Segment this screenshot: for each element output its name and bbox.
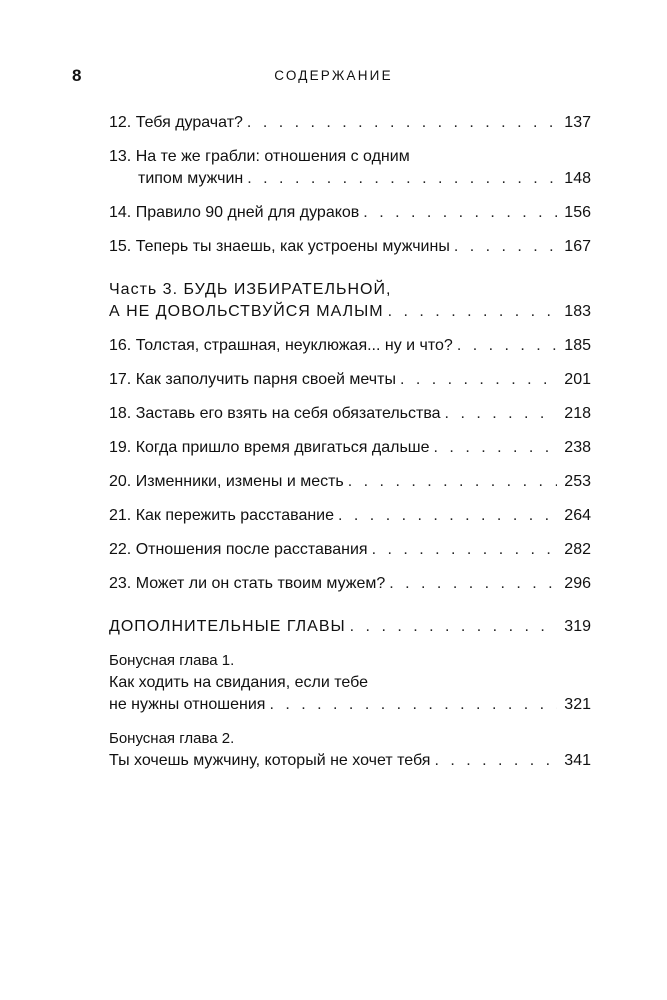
dot-leader — [348, 471, 557, 493]
toc-part-3 — [109, 279, 591, 323]
toc-entry-18 — [109, 403, 591, 425]
toc-entry-title: 19. Когда пришло время двигаться дальше — [109, 439, 430, 456]
table-of-contents — [109, 112, 591, 784]
toc-entry-title: 22. Отношения после расставания — [109, 541, 368, 558]
toc-entry-23 — [109, 573, 591, 595]
toc-entry-17 — [109, 369, 591, 391]
toc-entry-page: 183 — [564, 303, 591, 320]
part-title-line: Часть 3. БУДЬ ИЗБИРАТЕЛЬНОЙ, — [109, 281, 392, 298]
toc-entry-title: 14. Правило 90 дней для дураков — [109, 204, 360, 221]
dot-leader — [457, 335, 557, 357]
running-head: СОДЕРЖАНИЕ — [274, 68, 393, 83]
page-number: 8 — [72, 66, 82, 85]
dot-leader — [388, 301, 557, 323]
dot-leader — [350, 616, 557, 638]
toc-entry-page: 341 — [564, 752, 591, 769]
toc-bonus-1 — [109, 650, 591, 716]
dot-leader — [389, 573, 557, 595]
dot-leader — [247, 112, 557, 134]
toc-entry-title: 17. Как заполучить парня своей мечты — [109, 371, 396, 388]
toc-entry-page: 148 — [564, 170, 591, 187]
toc-entry-title: не нужны отношения — [109, 696, 266, 713]
toc-bonus-2 — [109, 728, 591, 772]
section-title: ДОПОЛНИТЕЛЬНЫЕ ГЛАВЫ — [109, 618, 346, 635]
toc-entry-page: 137 — [564, 114, 591, 131]
toc-entry-page: 319 — [564, 618, 591, 635]
toc-entry-12 — [109, 112, 591, 134]
toc-entry-title: 18. Заставь его взять на себя обязательства — [109, 405, 441, 422]
toc-extra-chapters — [109, 616, 591, 638]
bonus-label: Бонусная глава 1. — [109, 652, 235, 669]
toc-entry-page: 282 — [564, 541, 591, 558]
dot-leader — [372, 539, 557, 561]
bonus-label: Бонусная глава 2. — [109, 730, 235, 747]
dot-leader — [400, 369, 557, 391]
toc-entry-19 — [109, 437, 591, 459]
toc-entry-page: 296 — [564, 575, 591, 592]
toc-entry-title: 15. Теперь ты знаешь, как устроены мужчины — [109, 238, 450, 255]
toc-entry-title-line: 13. На те же грабли: отношения с одним — [109, 148, 410, 165]
dot-leader — [434, 750, 557, 772]
dot-leader — [454, 236, 557, 258]
toc-entry-21 — [109, 505, 591, 527]
toc-entry-20 — [109, 471, 591, 493]
toc-entry-title: Ты хочешь мужчину, который не хочет тебя — [109, 752, 431, 769]
toc-entry-14 — [109, 202, 591, 224]
toc-entry-page: 185 — [564, 337, 591, 354]
toc-entry-22 — [109, 539, 591, 561]
toc-entry-page: 321 — [564, 696, 591, 713]
toc-entry-page: 264 — [564, 507, 591, 524]
toc-entry-title: 21. Как пережить расставание — [109, 507, 335, 524]
toc-entry-title-line: Как ходить на свидания, если тебе — [109, 674, 368, 691]
toc-entry-title: типом мужчин — [138, 170, 244, 187]
dot-leader — [247, 168, 557, 190]
dot-leader — [269, 694, 557, 716]
toc-entry-title: 20. Изменники, измены и месть — [109, 473, 344, 490]
dot-leader — [338, 505, 557, 527]
toc-entry-title: 12. Тебя дурачат? — [109, 114, 243, 131]
toc-entry-page: 156 — [564, 204, 591, 221]
dot-leader — [434, 437, 557, 459]
toc-entry-title: 16. Толстая, страшная, неуклюжая... ну и что? — [109, 337, 453, 354]
toc-entry-page: 253 — [564, 473, 591, 490]
toc-entry-title: 23. Может ли он стать твоим мужем? — [109, 575, 386, 592]
part-title: А НЕ ДОВОЛЬСТВУЙСЯ МАЛЫМ — [109, 303, 384, 320]
toc-entry-page: 167 — [564, 238, 591, 255]
toc-entry-page: 201 — [564, 371, 591, 388]
toc-entry-13 — [109, 146, 591, 190]
toc-entry-page: 218 — [564, 405, 591, 422]
toc-entry-16 — [109, 335, 591, 357]
toc-entry-page: 238 — [564, 439, 591, 456]
dot-leader — [445, 403, 557, 425]
dot-leader — [363, 202, 557, 224]
toc-entry-15 — [109, 236, 591, 258]
